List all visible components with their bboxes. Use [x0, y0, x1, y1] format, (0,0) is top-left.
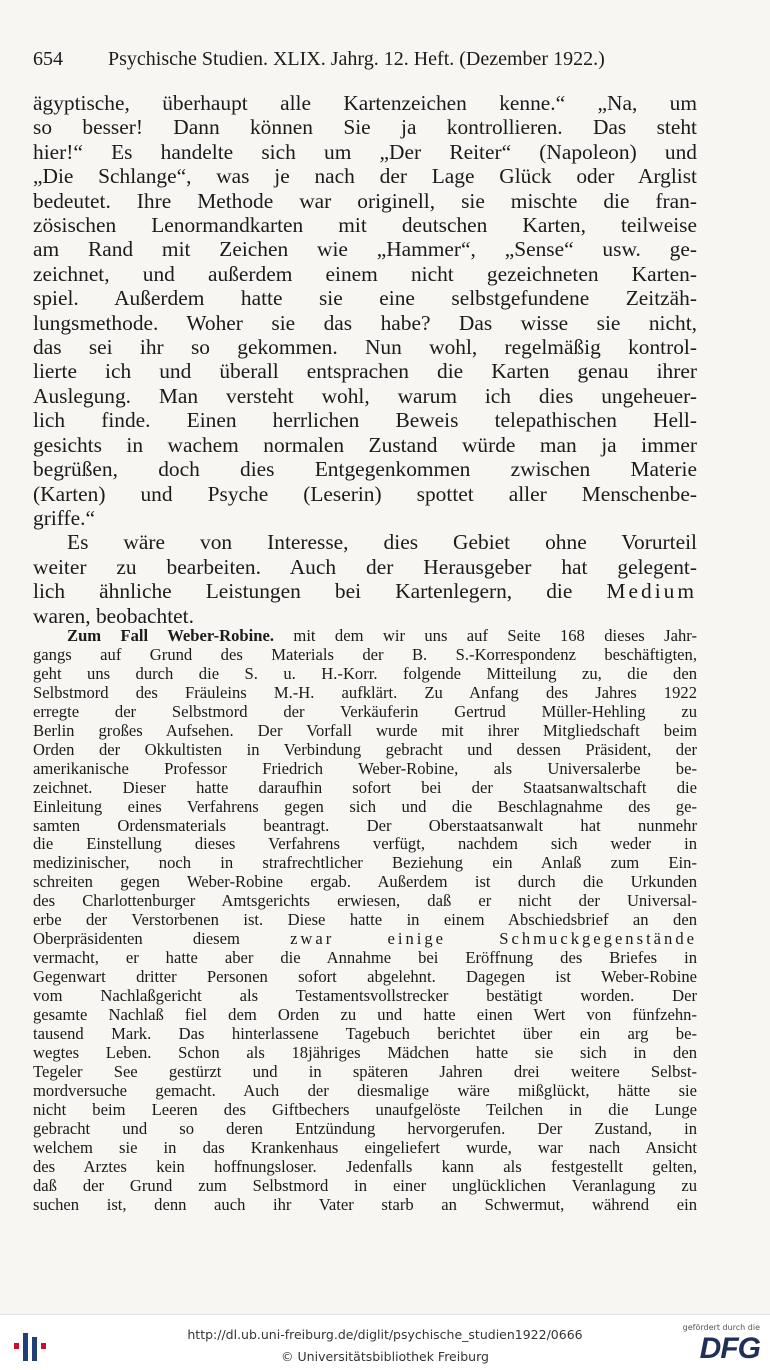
notice-heading: Zum Fall Weber-Robine.: [67, 626, 275, 645]
text-line: zeichnet. Dieser hatte daraufhin sofort bei der Staatsanwaltschaft die: [33, 777, 697, 797]
text-line: schreiten gegen Weber-Robine ergab. Außerdem ist durch die Urkunden: [33, 872, 697, 892]
text-line: zösischen Lenormandkarten mit deutschen Karten, teilweise: [33, 213, 697, 238]
text-line: Einleitung eines Verfahrens gegen sich und die Beschlagnahme des ge-: [33, 796, 697, 816]
text-line: erbe der Verstorbenen ist. Diese hatte in einem Abschiedsbrief an den: [33, 910, 697, 930]
text-line: wegtes Leben. Schon als 18jähriges Mädchen hatte sie sich in den: [33, 1042, 697, 1062]
dfg-logo-icon: DFG: [699, 1332, 760, 1365]
text-line: Orden der Okkultisten in Verbindung gebracht und dessen Präsident, der: [33, 739, 697, 759]
text-line: suchen ist, denn auch ihr Vater starb an Schwermut, während ein: [33, 1194, 697, 1214]
text-line: ägyptische, überhaupt alle Kartenzeichen kenne.“ „Na, um: [33, 91, 697, 115]
text-line: so besser! Dann können Sie ja kontrollieren. Das steht: [33, 115, 697, 140]
text-line: daß der Grund zum Selbstmord in einer unglücklichen Veranlagung zu: [33, 1175, 697, 1195]
text-line: lierte ich und überall entsprachen die Karten genau ihrer: [33, 359, 697, 384]
text-line: „Die Schlange“, was je nach der Lage Glück oder Arglist: [33, 164, 697, 189]
text-line: Es wäre von Interesse, dies Gebiet ohne Vorurteil: [67, 530, 697, 555]
page-number: 654: [33, 48, 63, 70]
text-fragment: lich ähnliche Leistungen bei Kartenlegern, die: [33, 579, 573, 604]
text-line: lungsmethode. Woher sie das habe? Das wisse sie nicht,: [33, 310, 697, 335]
copyright-notice: © Universitätsbibliothek Freiburg: [281, 1349, 489, 1364]
spaced-emphasis: Medium: [606, 579, 697, 604]
text-line: medizinischer, noch in strafrechtlicher Beziehung ein Anlaß zum Ein-: [33, 853, 697, 873]
text-line: vom Nachlaßgericht als Testamentsvollstrecker bestätigt worden. Der: [33, 986, 697, 1006]
text-line: zeichnet, und außerdem einem nicht gezeichneten Karten-: [33, 261, 697, 286]
text-line: spiel. Außerdem hatte sie eine selbstgefundene Zeitzäh-: [33, 286, 697, 311]
running-title: Psychische Studien. XLIX. Jahrg. 12. Heft. (Dezember 1922.): [108, 48, 605, 70]
text-line: vermacht, er hatte aber die Annahme bei Eröffnung des Briefes in: [33, 948, 697, 968]
text-line: Tegeler See gestürzt und in späteren Jahren drei weitere Selbst-: [33, 1061, 697, 1081]
text-line: samten Ordensmaterials beantragt. Der Oberstaatsanwalt hat nunmehr: [33, 815, 697, 835]
funding-note: gefördert durch die: [682, 1323, 760, 1332]
text-line: geht uns durch die S. u. H.-Korr. folgende Mitteilung zu, die den: [33, 663, 697, 683]
text-line: des Arztes kein hoffnungsloser. Jedenfalls kann als festgestellt gelten,: [33, 1156, 697, 1176]
main-text-block: [33, 91, 697, 628]
text-line: gesichts in wachem normalen Zustand würde man ja immer: [33, 432, 697, 457]
permalink-url[interactable]: http://dl.ub.uni-freiburg.de/diglit/psychische_studien1922/0666: [187, 1327, 583, 1342]
spaced-emphasis: zwar einige Schmuckgegenstände: [290, 929, 697, 949]
text-line-with-emphasis: [33, 579, 697, 603]
text-line: bedeutet. Ihre Methode war originell, sie mischte die fran-: [33, 188, 697, 213]
notice-text-block: [33, 627, 697, 1215]
text-line: welchem sie in das Krankenhaus eingeliefert wurde, war nach Ansicht: [33, 1137, 697, 1157]
text-line: weiter zu bearbeiten. Auch der Herausgeber hat gelegent-: [33, 554, 697, 579]
text-line: tausend Mark. Das hinterlassene Tagebuch berichtet über ein arg be-: [33, 1024, 697, 1044]
text-fragment: mit dem wir uns auf Seite 168 dieses Jahr-: [293, 626, 697, 645]
text-line: (Karten) und Psyche (Leserin) spottet aller Menschenbe-: [33, 481, 697, 506]
text-line: gesamte Nachlaß fiel dem Orden zu und hatte einen Wert von fünfzehn-: [33, 1005, 697, 1025]
text-line: waren, beobachtet.: [33, 603, 194, 628]
text-fragment: Oberpräsidenten diesem: [33, 929, 240, 949]
text-line: Gegenwart dritter Personen sofort abgelehnt. Dagegen ist Weber-Robine: [33, 967, 697, 987]
text-line: die Einstellung dieses Verfahrens verfügt, nachdem sich weder in: [33, 834, 697, 854]
text-line: nicht beim Leeren des Giftbechers unaufgelöste Teilchen in die Lunge: [33, 1099, 697, 1119]
text-line: das sei ihr so gekommen. Nun wohl, regelmäßig kontrol-: [33, 335, 697, 360]
text-line: amerikanische Professor Friedrich Weber-Robine, als Universalerbe be-: [33, 758, 697, 778]
text-line: griffe.“: [33, 505, 95, 530]
text-line: Berlin großes Aufsehen. Der Vorfall wurde mit ihrer Mitgliedschaft beim: [33, 720, 697, 740]
text-line: am Rand mit Zeichen wie „Hammer“, „Sense“ usw. ge-: [33, 237, 697, 262]
text-line: des Charlottenburger Amtsgerichts erwiesen, daß er nicht der Universal-: [33, 891, 697, 911]
viewer-footer: [0, 1314, 770, 1370]
text-line: erregte der Selbstmord der Verkäuferin Gertrud Müller-Hehling zu: [33, 701, 697, 721]
text-line: mordversuche gemacht. Auch der diesmalige wäre mißglückt, hätte sie: [33, 1080, 697, 1100]
text-line: Auslegung. Man versteht wohl, warum ich dies ungeheuer-: [33, 383, 697, 408]
text-line: gangs auf Grund des Materials der B. S.-Korrespondenz beschäftigten,: [33, 644, 697, 664]
text-line: Selbstmord des Fräuleins M.-H. aufklärt. Zu Anfang des Jahres 1922: [33, 682, 697, 702]
text-line: lich finde. Einen herrlichen Beweis telepathischen Hell-: [33, 408, 697, 433]
text-line: hier!“ Es handelte sich um „Der Reiter“ (Napoleon) und: [33, 139, 697, 164]
text-line: gebracht und so deren Entzündung hervorgerufen. Der Zustand, in: [33, 1118, 697, 1138]
text-line: begrüßen, doch dies Entgegenkommen zwischen Materie: [33, 457, 697, 482]
dfg-logo: [676, 1323, 762, 1367]
notice-first-line: [33, 627, 697, 646]
text-line-with-emphasis: [33, 930, 697, 949]
